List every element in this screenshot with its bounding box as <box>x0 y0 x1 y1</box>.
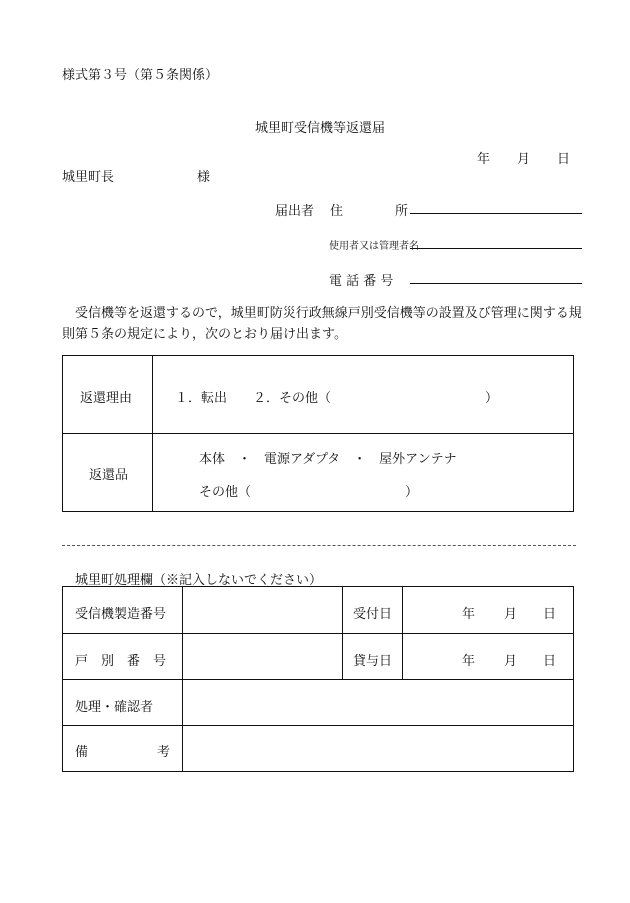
return-items-close-paren: ） <box>405 485 419 500</box>
remarks-label-part2: 考 <box>157 745 171 760</box>
lend-date-month: 月 <box>504 654 518 669</box>
date-month-label: 月 <box>517 152 531 167</box>
household-number-label: 戸 別 番 号 <box>75 654 167 669</box>
remarks-label-part1: 備 <box>75 745 89 760</box>
received-date-label: 受付日 <box>353 607 393 622</box>
declaration-text: 受信機等を返還するので，城里町防災行政無線戸別受信機等の設置及び管理に関する規則第５条の規定により，次のとおり届け出ます。 <box>62 306 582 342</box>
date-day-label: 日 <box>557 152 571 167</box>
return-reason-options[interactable]: １．転出 ２．その他（ <box>175 391 332 406</box>
received-date-day: 日 <box>543 607 557 622</box>
lend-date-day: 日 <box>543 654 557 669</box>
user-name-label: 使用者又は管理者名 <box>329 241 419 252</box>
lend-date-year: 年 <box>462 654 476 669</box>
address-label-part1: 住 <box>330 204 344 219</box>
office-table-row-divider-1 <box>62 633 574 634</box>
lend-date-label: 貸与日 <box>353 654 393 669</box>
user-name-field[interactable] <box>410 248 582 249</box>
return-items-other[interactable]: その他（ <box>199 485 252 500</box>
office-table-col-divider-1 <box>182 586 183 772</box>
date-year-label: 年 <box>477 152 491 167</box>
return-reason-label: 返還理由 <box>80 391 133 406</box>
form-number: 様式第３号（第５条関係） <box>62 68 219 83</box>
serial-number-label: 受信機製造番号 <box>75 607 167 622</box>
applicant-label: 届出者 <box>275 204 315 219</box>
received-date-year: 年 <box>462 607 476 622</box>
phone-field[interactable] <box>410 283 582 284</box>
return-items-label: 返還品 <box>89 468 129 483</box>
addressee-honorific: 様 <box>197 170 211 185</box>
handler-label: 処理・確認者 <box>75 700 154 715</box>
address-label-part2: 所 <box>395 204 409 219</box>
office-table-col-divider-3 <box>402 586 403 679</box>
office-table-row-divider-2 <box>62 679 574 680</box>
phone-label: 電 話 番 号 <box>329 274 394 289</box>
address-field[interactable] <box>410 213 582 214</box>
cut-line <box>62 545 576 546</box>
return-reason-close-paren: ） <box>485 391 499 406</box>
office-section-heading: 城里町処理欄（※記入しないでください） <box>75 573 323 588</box>
office-table-row-divider-3 <box>62 725 574 726</box>
return-items-options[interactable]: 本体 ・ 電源アダプタ ・ 屋外アンテナ <box>199 452 457 467</box>
return-table-divider-h <box>62 433 574 434</box>
office-table-col-divider-2 <box>342 586 343 679</box>
addressee-name: 城里町長 <box>62 170 115 185</box>
received-date-month: 月 <box>504 607 518 622</box>
form-title: 城里町受信機等返還届 <box>255 121 386 136</box>
